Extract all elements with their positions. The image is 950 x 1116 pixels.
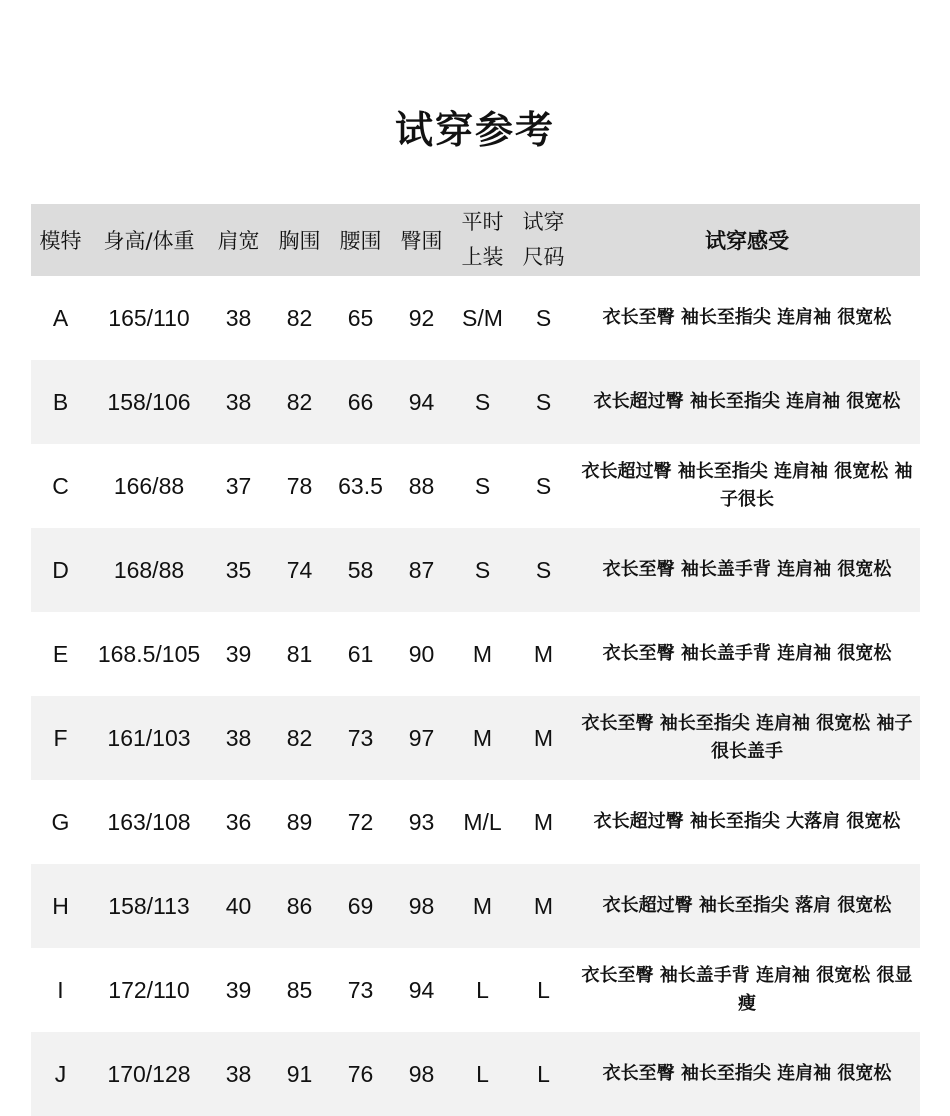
cell-try-size: M [533,724,554,751]
header-row [31,204,920,276]
cell-model: H [52,892,69,919]
cell-try-size: S [535,304,552,331]
cell-usual-size: M [472,724,493,751]
cell-chest: 82 [286,388,313,415]
cell-usual-size: M [472,892,493,919]
cell-usual-size: S [474,388,491,415]
table-body [31,276,920,1116]
header-try-size [513,204,574,276]
cell-hip: 90 [408,640,435,667]
cell-shoulder: 38 [225,1060,252,1087]
cell-usual-size: S [474,472,491,499]
header-try-size-line-1: 试穿 [522,210,565,234]
cell-height-weight: 170/128 [107,1060,191,1087]
cell-shoulder: 35 [225,556,252,583]
cell-model: I [57,976,64,1003]
cell-chest: 91 [286,1060,313,1087]
cell-model: C [52,472,69,499]
cell-hip: 92 [408,304,435,331]
cell-model: A [52,304,69,331]
cell-chest: 89 [286,808,313,835]
fitting-reference-table [31,204,920,1116]
cell-chest: 86 [286,892,313,919]
cell-try-size: M [533,808,554,835]
cell-model: D [52,556,69,583]
cell-model: G [51,808,70,835]
cell-chest: 82 [286,724,313,751]
cell-shoulder: 38 [225,724,252,751]
cell-height-weight: 168.5/105 [97,640,201,667]
table-row [31,864,920,948]
cell-try-size: M [533,892,554,919]
cell-height-weight: 172/110 [108,976,190,1003]
table-row [31,696,920,780]
cell-hip: 98 [408,892,435,919]
header-shoulder: 肩宽 [217,229,260,253]
table-row [31,1032,920,1116]
header-height-weight: 身高/体重 [103,229,195,253]
cell-waist: 76 [347,1060,374,1087]
table-row [31,276,920,360]
header-waist: 腰围 [339,229,382,253]
cell-waist: 73 [347,976,374,1003]
cell-waist: 58 [347,556,374,583]
header-hip: 臀围 [400,229,443,253]
cell-try-size: M [533,640,554,667]
cell-usual-size: M/L [463,808,502,835]
cell-chest: 78 [286,472,313,499]
cell-model: E [52,640,69,667]
cell-usual-size: L [476,976,489,1003]
cell-try-size: S [535,388,552,415]
cell-try-size: S [535,556,552,583]
cell-height-weight: 168/88 [113,556,185,583]
cell-model: B [52,388,69,415]
cell-height-weight: 166/88 [113,472,185,499]
cell-chest: 74 [286,556,313,583]
cell-model: J [54,1060,67,1087]
table-row [31,612,920,696]
cell-hip: 98 [408,1060,435,1087]
cell-usual-size: L [476,1060,489,1087]
cell-waist: 63.5 [338,472,383,499]
cell-height-weight: 163/108 [107,808,191,835]
cell-shoulder: 38 [225,304,252,331]
header-try-size-line-2: 尺码 [522,245,565,269]
cell-try-size: L [537,976,550,1003]
cell-feeling: 衣长至臀 袖长盖手背 连肩袖 很宽松 很显瘦 [581,965,913,1014]
cell-waist: 72 [347,808,374,835]
cell-hip: 88 [408,472,435,499]
page-title: 试穿参考 [394,108,555,152]
cell-chest: 81 [286,640,313,667]
cell-shoulder: 39 [225,976,252,1003]
cell-waist: 65 [347,304,374,331]
header-usual-size-line-1: 平时 [461,210,504,234]
header-usual-size-line-2: 上装 [461,245,504,269]
cell-model: F [53,724,68,751]
cell-waist: 66 [347,388,374,415]
cell-usual-size: S [474,556,491,583]
cell-height-weight: 158/106 [107,388,191,415]
cell-height-weight: 158/113 [108,892,190,919]
cell-shoulder: 38 [225,388,252,415]
header-chest: 胸围 [278,229,321,253]
cell-chest: 82 [286,304,313,331]
cell-hip: 94 [408,976,435,1003]
table-row [31,360,920,444]
table-header [31,204,920,276]
cell-shoulder: 37 [225,472,252,499]
cell-hip: 97 [408,724,435,751]
header-usual-size [452,204,513,276]
cell-feeling: 衣长至臀 袖长至指尖 连肩袖 很宽松 [602,307,892,328]
header-model: 模特 [39,229,82,253]
cell-feeling: 衣长超过臀 袖长至指尖 大落肩 很宽松 [593,811,901,832]
cell-feeling: 衣长超过臀 袖长至指尖 连肩袖 很宽松 袖子很长 [581,461,913,510]
cell-feeling: 衣长至臀 袖长至指尖 连肩袖 很宽松 袖子很长盖手 [581,713,913,762]
cell-chest: 85 [286,976,313,1003]
cell-waist: 61 [347,640,374,667]
table-row [31,444,920,528]
cell-waist: 69 [347,892,374,919]
cell-shoulder: 40 [225,892,252,919]
cell-feeling: 衣长超过臀 袖长至指尖 落肩 很宽松 [602,895,892,916]
cell-try-size: L [537,1060,550,1087]
cell-try-size: S [535,472,552,499]
cell-usual-size: S/M [462,304,503,331]
cell-hip: 94 [408,388,435,415]
cell-height-weight: 165/110 [108,304,190,331]
cell-feeling: 衣长超过臀 袖长至指尖 连肩袖 很宽松 [593,391,901,412]
cell-feeling: 衣长至臀 袖长至指尖 连肩袖 很宽松 [602,1063,892,1084]
cell-shoulder: 39 [225,640,252,667]
table-row [31,780,920,864]
cell-height-weight: 161/103 [107,724,191,751]
cell-shoulder: 36 [225,808,252,835]
cell-waist: 73 [347,724,374,751]
cell-feeling: 衣长至臀 袖长盖手背 连肩袖 很宽松 [602,643,892,664]
cell-feeling: 衣长至臀 袖长盖手背 连肩袖 很宽松 [602,559,892,580]
cell-hip: 93 [408,808,435,835]
cell-hip: 87 [408,556,435,583]
header-feeling: 试穿感受 [705,229,789,253]
cell-usual-size: M [472,640,493,667]
table-row [31,528,920,612]
table-row [31,948,920,1032]
